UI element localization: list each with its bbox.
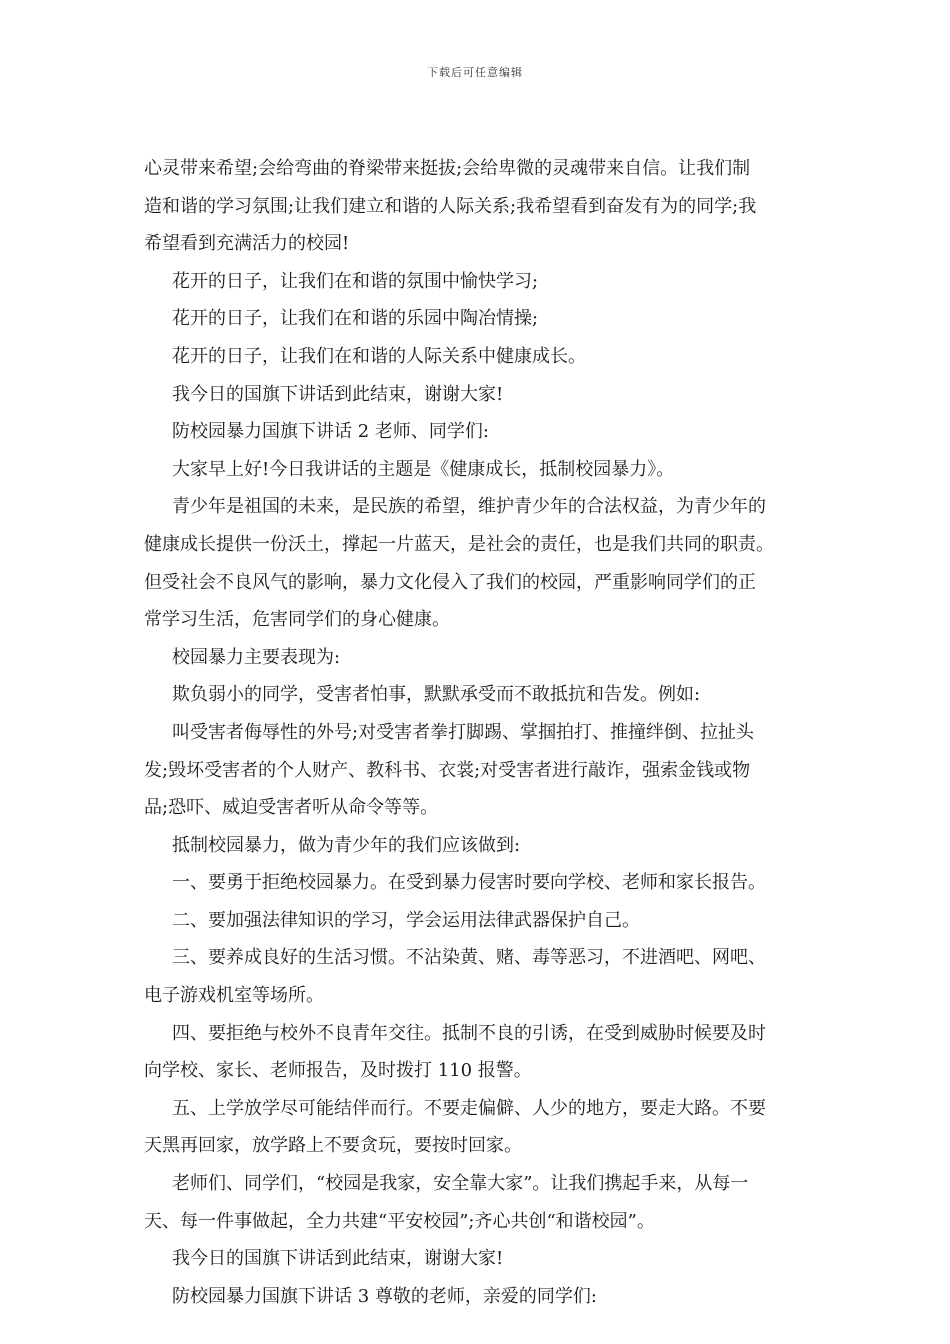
- text-line: 希望看到充满活力的校园!: [144, 233, 350, 255]
- text-line: 常学习生活，危害同学们的身心健康。: [144, 609, 450, 631]
- text-line: 防校园暴力国旗下讲话 2 老师、同学们:: [172, 421, 489, 443]
- text-line: 四、要拒绝与校外不良青年交往。抵制不良的引诱，在受到威胁时候要及时: [172, 1022, 766, 1044]
- text-line: 电子游戏机室等场所。: [144, 985, 324, 1007]
- text-line: 防校园暴力国旗下讲话 3 尊敬的老师，亲爱的同学们:: [172, 1285, 597, 1307]
- document-body: [144, 150, 810, 1315]
- text-line: 花开的日子，让我们在和谐的氛围中愉快学习;: [172, 270, 539, 292]
- text-line: 向学校、家长、老师报告，及时拨打 110 报警。: [144, 1060, 532, 1082]
- text-line: 但受社会不良风气的影响，暴力文化侵入了我们的校园，严重影响同学们的正: [144, 571, 756, 593]
- text-line: 花开的日子，让我们在和谐的人际关系中健康成长。: [172, 345, 586, 367]
- text-line: 二、要加强法律知识的学习，学会运用法律武器保护自己。: [172, 909, 640, 931]
- text-line: 大家早上好!今日我讲话的主题是《健康成长，抵制校园暴力》。: [172, 458, 675, 480]
- text-line: 品;恐吓、威迫受害者听从命令等等。: [144, 797, 439, 819]
- text-line: 天、每一件事做起，全力共建“平安校园”;齐心共创“和谐校园”。: [144, 1210, 655, 1232]
- text-line: 我今日的国旗下讲话到此结束，谢谢大家!: [172, 383, 504, 405]
- text-line: 一、要勇于拒绝校园暴力。在受到暴力侵害时要向学校、老师和家长报告。: [172, 872, 766, 894]
- text-line: 青少年是祖国的未来，是民族的希望，维护青少年的合法权益，为青少年的: [172, 496, 766, 518]
- page-header: 下载后可任意编辑: [427, 66, 523, 79]
- text-line: 健康成长提供一份沃土，撑起一片蓝天，是社会的责任，也是我们共同的职责。: [144, 533, 774, 555]
- text-line: 欺负弱小的同学，受害者怕事，默默承受而不敢抵抗和告发。例如:: [172, 684, 701, 706]
- text-line: 造和谐的学习氛围;让我们建立和谐的人际关系;我希望看到奋发有为的同学;我: [144, 195, 757, 217]
- text-line: 抵制校园暴力，做为青少年的我们应该做到:: [172, 834, 521, 856]
- text-line: 心灵带来希望;会给弯曲的脊梁带来挺拔;会给卑微的灵魂带来自信。让我们制: [144, 158, 751, 179]
- text-line: 叫受害者侮辱性的外号;对受害者拳打脚踢、掌掴拍打、推撞绊倒、拉扯头: [172, 721, 755, 743]
- text-line: 老师们、同学们，“校园是我家，安全靠大家”。让我们携起手来，从每一: [172, 1173, 749, 1195]
- text-line: 三、要养成良好的生活习惯。不沾染黄、赌、毒等恶习，不进酒吧、网吧、: [172, 947, 766, 969]
- text-line: 发;毁坏受害者的个人财产、教科书、衣裳;对受害者进行敲诈，强索金钱或物: [144, 759, 751, 781]
- text-line: 校园暴力主要表现为:: [172, 646, 341, 668]
- text-line: 天黑再回家，放学路上不要贪玩，要按时回家。: [144, 1135, 522, 1157]
- text-line: 我今日的国旗下讲话到此结束，谢谢大家!: [172, 1248, 504, 1270]
- text-line: 五、上学放学尽可能结伴而行。不要走偏僻、人少的地方，要走大路。不要: [172, 1097, 766, 1119]
- text-line: 花开的日子，让我们在和谐的乐园中陶冶情操;: [172, 308, 539, 330]
